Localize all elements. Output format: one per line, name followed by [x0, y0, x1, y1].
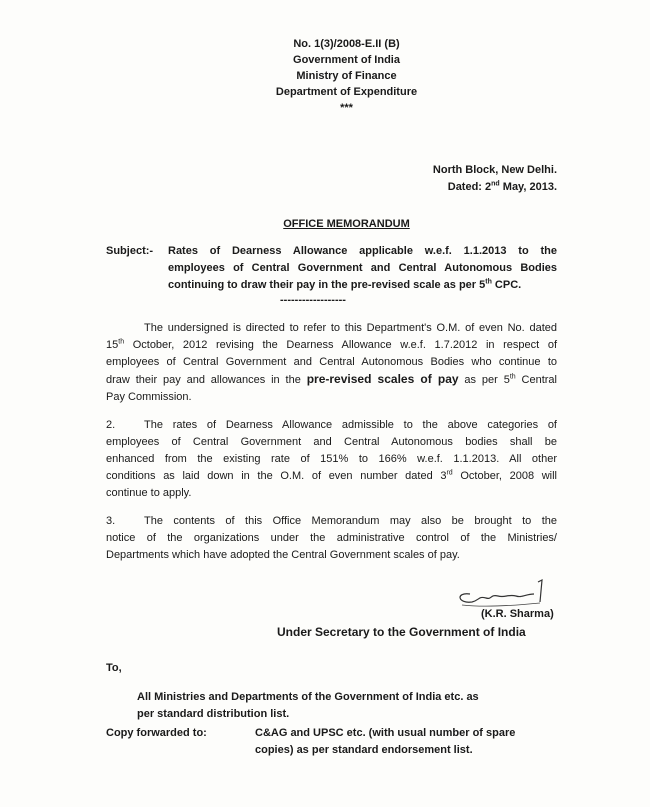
place: North Block, New Delhi.	[432, 164, 557, 176]
para1-line: draw their pay and allowances in the pre-revised scales of pay as per 5th Central	[106, 372, 557, 386]
para3-line: notice of the organizations under the administrative control of the Ministries/	[106, 532, 557, 544]
paragraph-1	[106, 320, 557, 406]
copy-label: Copy forwarded to:	[106, 727, 207, 739]
separator-stars: ***	[340, 102, 353, 114]
para2-line: employees of Central Government and Central Autonomous bodies shall be	[106, 436, 557, 448]
copy-forwarded	[106, 725, 557, 759]
subject-line: employees of Central Government and Central Autonomous Bodies	[168, 262, 557, 274]
signatory-designation: Under Secretary to the Government of India	[277, 625, 526, 639]
date: Dated: 2nd May, 2013.	[447, 180, 557, 193]
paragraph-2	[106, 417, 557, 502]
para2-line: continue to apply.	[106, 487, 192, 499]
signature	[450, 578, 560, 608]
subject-line: Rates of Dearness Allowance applicable w.e.f. 1.1.2013 to the	[168, 245, 557, 257]
signatory-name: (K.R. Sharma)	[481, 608, 554, 620]
paragraph-3	[106, 513, 557, 564]
subject-divider: ------------------	[280, 294, 346, 306]
memo-title: OFFICE MEMORANDUM	[283, 218, 410, 230]
para1-line: 15th October, 2012 revising the Dearness Allowance w.e.f. 1.7.2012 in respect of	[106, 338, 557, 351]
signature-block	[106, 578, 557, 656]
copy-line: copies) as per standard endorsement list.	[255, 744, 473, 756]
para2-line: 2. The rates of Dearness Allowance admissible to the above categories of	[106, 417, 557, 434]
to-line: per standard distribution list.	[137, 708, 290, 720]
subject-line: continuing to draw their pay in the pre-revised scale as per 5th CPC.	[168, 278, 522, 291]
to-label: To,	[106, 662, 122, 674]
ministry-name: Ministry of Finance	[296, 70, 397, 82]
para1-line: Pay Commission.	[106, 391, 192, 403]
subject	[106, 243, 557, 294]
para1-line: The undersigned is directed to refer to this Department's O.M. of even No. dated	[144, 322, 557, 334]
subject-label: Subject:-	[106, 245, 154, 257]
para3-line: 3. The contents of this Office Memorandum may also be brought to the	[106, 513, 557, 530]
para3-line: Departments which have adopted the Central Government scales of pay.	[106, 549, 460, 561]
government-name: Government of India	[293, 54, 400, 66]
para2-number: 2.	[106, 419, 116, 431]
copy-line: C&AG and UPSC etc. (with usual number of spare	[255, 727, 516, 739]
para2-line: conditions as laid down in the O.M. of even number dated 3rd October, 2008 will	[106, 469, 557, 482]
to-line: All Ministries and Departments of the Government of India etc. as	[137, 691, 479, 703]
para1-line: employees of Central Government and Central Autonomous Bodies who continue to	[106, 356, 557, 368]
department-name: Department of Expenditure	[275, 86, 418, 98]
file-number: No. 1(3)/2008-E.II (B)	[293, 38, 400, 50]
para2-line: enhanced from the existing rate of 151% to 166% w.e.f. 1.1.2013. All other	[106, 453, 557, 465]
para3-number: 3.	[106, 515, 116, 527]
